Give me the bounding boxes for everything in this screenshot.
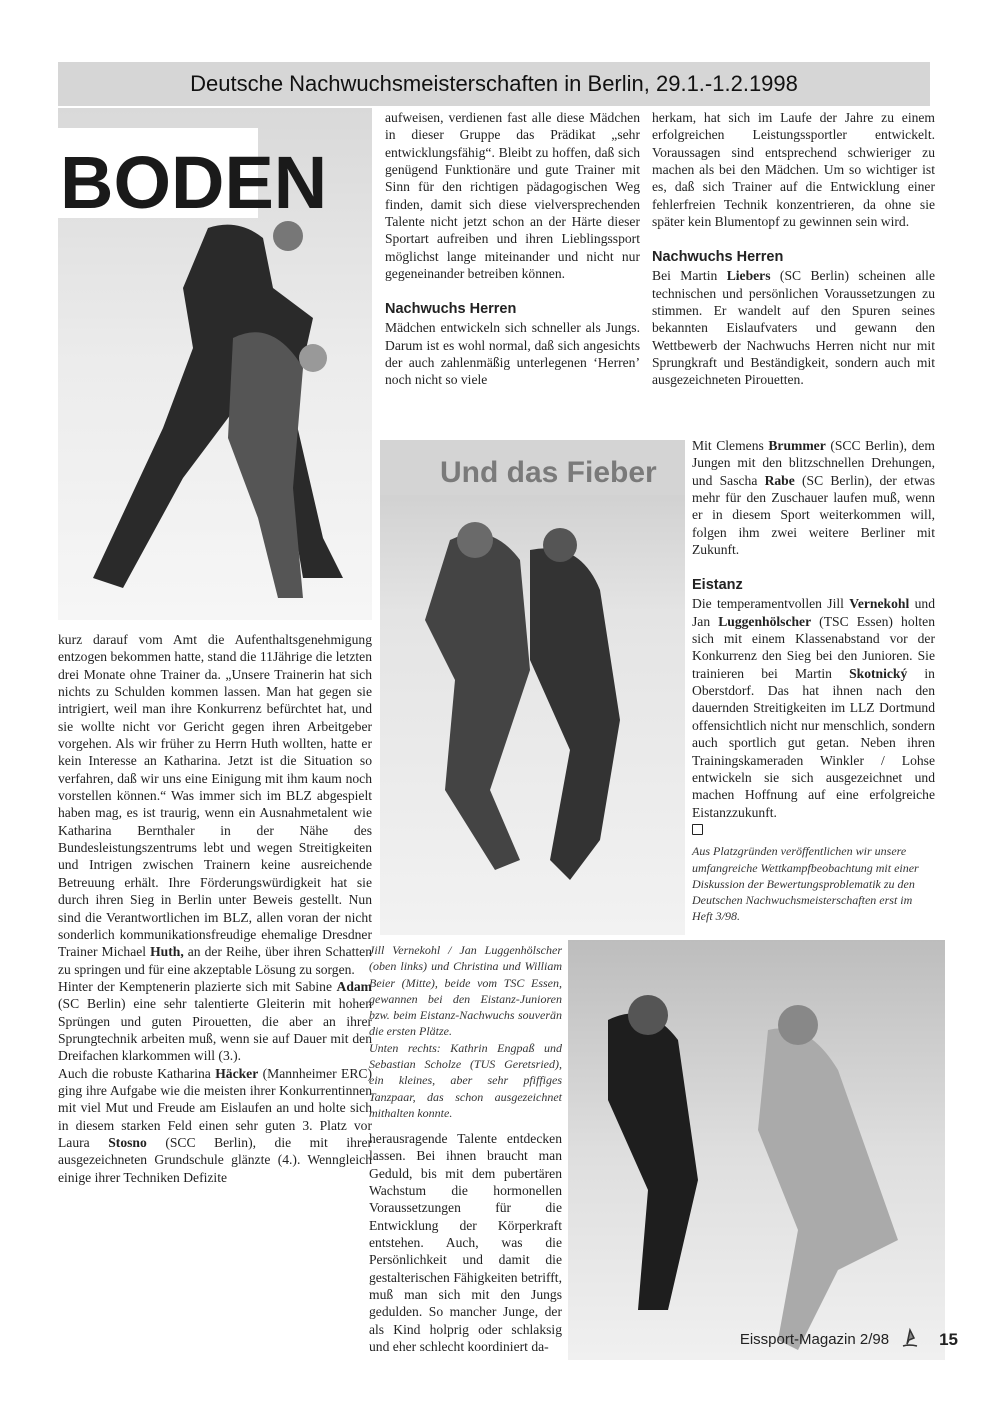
right-body-2: [692, 437, 935, 558]
text-run: und Jan: [692, 596, 935, 629]
bold-name: Stosno: [108, 1134, 147, 1150]
right-column-top: [652, 109, 935, 389]
text-run: an der Reihe, über ihren Schatten zu springen und für eine akzeptable Lösung zu sorgen.: [58, 944, 372, 977]
section-heading: Eistanz: [692, 577, 743, 594]
text-run: Mädchen entwickeln sich schneller als Jungs. Darum ist es wohl normal, daß sich angesichts der auch zahlenmäßig unterlegenen ‘Herren’ noch nicht so viele: [385, 320, 640, 388]
banner-text: BODEN: [60, 141, 328, 224]
text-run: (SCC Berlin), die mit ihrer ausgezeichneten Grundschule glänzte (4.). Wenngleich einige ihrer Techniken Defizite: [58, 1134, 373, 1185]
banner-text: Und das Fieber: [440, 456, 657, 489]
middle-column-lower: [369, 1130, 562, 1355]
page-footer: [740, 1326, 958, 1353]
paragraph: [652, 109, 935, 230]
paragraph: [58, 978, 372, 1065]
left-column: [58, 631, 372, 1186]
right-column-lower: [692, 437, 935, 925]
paragraph: [385, 319, 640, 388]
right-body-1: [652, 267, 935, 388]
text-run: (SC Berlin), der etwas mehr für den Zuschauer laufen muß, wenn er in diesem Sport weiterkommen will, folgen ihm zwei weitere Berliner mit Zukunft.: [692, 472, 935, 558]
paragraph: [385, 109, 640, 282]
photo-ice-dance-couple-middle: [380, 440, 685, 935]
skater-logo-icon: [899, 1326, 921, 1353]
magazine-name: Eissport-Magazin 2/98: [739, 1331, 890, 1348]
section-heading: Nachwuchs Herren: [652, 249, 784, 266]
bold-name: Liebers: [726, 268, 771, 284]
text-run: in Oberstdorf. Das hat ihnen nach den dauernden Streitigkeiten im LLZ Dortmund offensichtlich nicht nur menschlich, sondern auch sportlich gut getan. Neben ihren Trainingskameraden Winkler / Lohse entwickeln sie sich ausgezeichnet und machen Hoffnung auf eine erfolgreiche Eistanzzukunft.: [692, 665, 935, 820]
end-of-article-box-icon: [692, 824, 703, 835]
text-run: (TSC Essen) holten sich mit einem Klassenabstand vor der Konkurrenz den Sieg bei den Junioren. Sie trainieren bei Martin: [692, 613, 935, 681]
text-run: aufweisen, verdienen fast alle diese Mädchen in dieser Gruppe das Prädikat „sehr entwicklungsfähig“. Bleibt zu hoffen, daß sich genügend Funktionäre und gute Trainer mit Sinn für den richtigen pädagogischen Weg finden, damit sich diese vielversprechenden Talente nicht jetzt schon an der Härte dieser Sportart aufreiben und ihren Lieblingssport möglichst lange miteinander und nicht nur gegeneinander betreiben können.: [385, 110, 640, 282]
paragraph: [58, 631, 372, 978]
editorial-note: Aus Platzgründen veröffentlichen wir unsere umfangreiche Wettkampfbeobachtung mit einer Diskussion der Bewertungsproblematik zu den Deutschen Nachwuchsmeisterschaften erst im Heft 3/98.: [692, 844, 919, 924]
text-run: Hinter der Kemptenerin plazierte sich mit Sabine: [58, 978, 337, 994]
photo-caption: [369, 942, 562, 1121]
photo-ice-dance-couple-bottom: [568, 940, 945, 1360]
page-number: 15: [939, 1329, 958, 1349]
bold-name: Skotnický: [849, 665, 908, 681]
text-run: Die temperamentvollen Jill: [692, 596, 850, 612]
bold-name: Vernekohl: [849, 596, 910, 612]
bold-name: Adam: [336, 978, 372, 994]
caption-1: Jill Vernekohl / Jan Luggenhölscher (oben links) und Christina und William Beier (Mitte), beide vom TSC Essen, gewannen bei den Eistanz-Junioren bzw. beim Eistanz-Nachwuchs souverän die ersten Plätze.: [369, 943, 562, 1039]
text-run: kurz darauf vom Amt die Aufenthaltsgenehmigung entzogen bekommen hatte, stand die 11Jährige die letzten drei Monate ohne Trainer da. „Unsere Trainerin hat sich nichts zu Schulden kommen lassen. Man hat gegen sie intrigiert, weil man ihre Konkurrenz befürchtet hat, und sie wollte nicht vor Gericht gegen ihren Arbeitgeber vorgehen. Als wir früher zu Herrn Huth wollten, hatte er kein Interesse an Katharina. Jetzt ist die Situation so verfahren, daß wir uns eine Einigung mit ihm kaum noch vorstellen können.“ Was immer sich im BLZ abgespielt haben mag, es ist traurig, wenn ein Ausnahmetalent wie Katharina Bernthaler in der Nähe des Bundesleistungszentrums lebt und wegen Streitigkeiten und Intrigen zwischen Trainern keine ausreichende Betreuung erhält. Ihre Förderungswürdigkeit hat sie durch ihren Sieg in Berlin unter Beweis gestellt. Nun sind die Verantwortlichen im BLZ, allen voran der nicht sonderlich kommunikationsfreudige ehemalige Dresdner Trainer Michael: [58, 632, 372, 960]
text-run: Auch die robuste Katharina: [58, 1065, 216, 1081]
text-run: (Mannheimer ERC) ging ihre Aufgabe wie die meisten ihrer Konkurrentinnen mit viel Mut und Freude am Eislaufen an und holte sich in diesem starken Feld einen sehr guten 3. Platz vor Laura: [58, 1065, 372, 1150]
text-run: Mit Clemens: [692, 438, 769, 453]
bold-name: Rabe: [764, 472, 795, 488]
text-run: herausragende Talente entdecken lassen. Bei ihnen braucht man Geduld, bis mit dem pubertären Wachstum die hormonellen Voraussetzungen für die Entwicklung der Körperkraft entstehen. Auch, was die Persönlichkeit und damit die gestalterischen Fähigkeiten betrifft, muß man sich mit den Jungs gedulden. So mancher Junge, der als Kind holprig oder schlaksig und eher schlecht koordiniert da-: [369, 1131, 562, 1355]
bold-name: Huth,: [150, 944, 184, 960]
paragraph: [692, 595, 935, 820]
paragraph: [369, 1130, 562, 1355]
paragraph: [58, 1065, 372, 1186]
text-run: (SC Berlin) eine sehr talentierte Gleiterin mit hohen Sprüngen und guten Pirouetten, die aber an ihrer Sprungtechnik arbeiten muß, wenn sie auf Dauer mit den Dreifachen klarkommen will (3.).: [58, 996, 372, 1064]
header-bar: [58, 62, 930, 106]
page-title: Deutsche Nachwuchsmeisterschaften in Berlin, 29.1.-1.2.1998: [190, 71, 798, 96]
photo-ice-dance-couple-top: [58, 108, 372, 620]
text-run: herkam, hat sich im Laufe der Jahre zu einem erfolgreichen Leistungssportler entwickelt. Voraussagen sind entsprechend schwieriger zu machen als bei den Mädchen. Um so wichtiger ist es, daß sich Trainer auf die Entwicklung einer fehlerfreien Technik konzentrieren, da ohne sie später kein Blumentopf zu gewinnen sein wird.: [652, 110, 935, 230]
middle-body-text: [385, 319, 640, 388]
paragraph: [652, 267, 935, 388]
right-intro-text: [652, 109, 935, 230]
paragraph: [692, 437, 935, 558]
section-heading: Nachwuchs Herren: [385, 301, 517, 318]
middle-intro-text: [385, 109, 640, 282]
right-body-3: [692, 595, 935, 820]
caption-2: Unten rechts: Kathrin Engpaß und Sebastian Scholze (TUS Geretsried), ein kleines, aber sehr pfiffiges Tanzpaar, das schon ausgezeichnet mithalten konnte.: [369, 1040, 562, 1120]
text-run: (SCC Berlin), dem Jungen mit den blitzschnellen Drehungen, und Sascha: [692, 438, 935, 488]
bold-name: Brummer: [768, 438, 826, 453]
text-run: Bei Martin: [652, 268, 727, 284]
text-run: (SC Berlin) scheinen alle technischen und persönlichen Voraussetzungen zu stimmen. Er wandelt auf den Spuren seines bekannten Eislaufvaters und gewann den Wettbewerb der Nachwuchs Herren nicht nur mit Sprungkraft und Beständigkeit, sondern auch mit ausgezeichneten Pirouetten.: [652, 268, 935, 388]
bold-name: Häcker: [215, 1065, 259, 1081]
middle-column-top: [385, 109, 640, 389]
bold-name: Luggenhölscher: [718, 613, 812, 629]
